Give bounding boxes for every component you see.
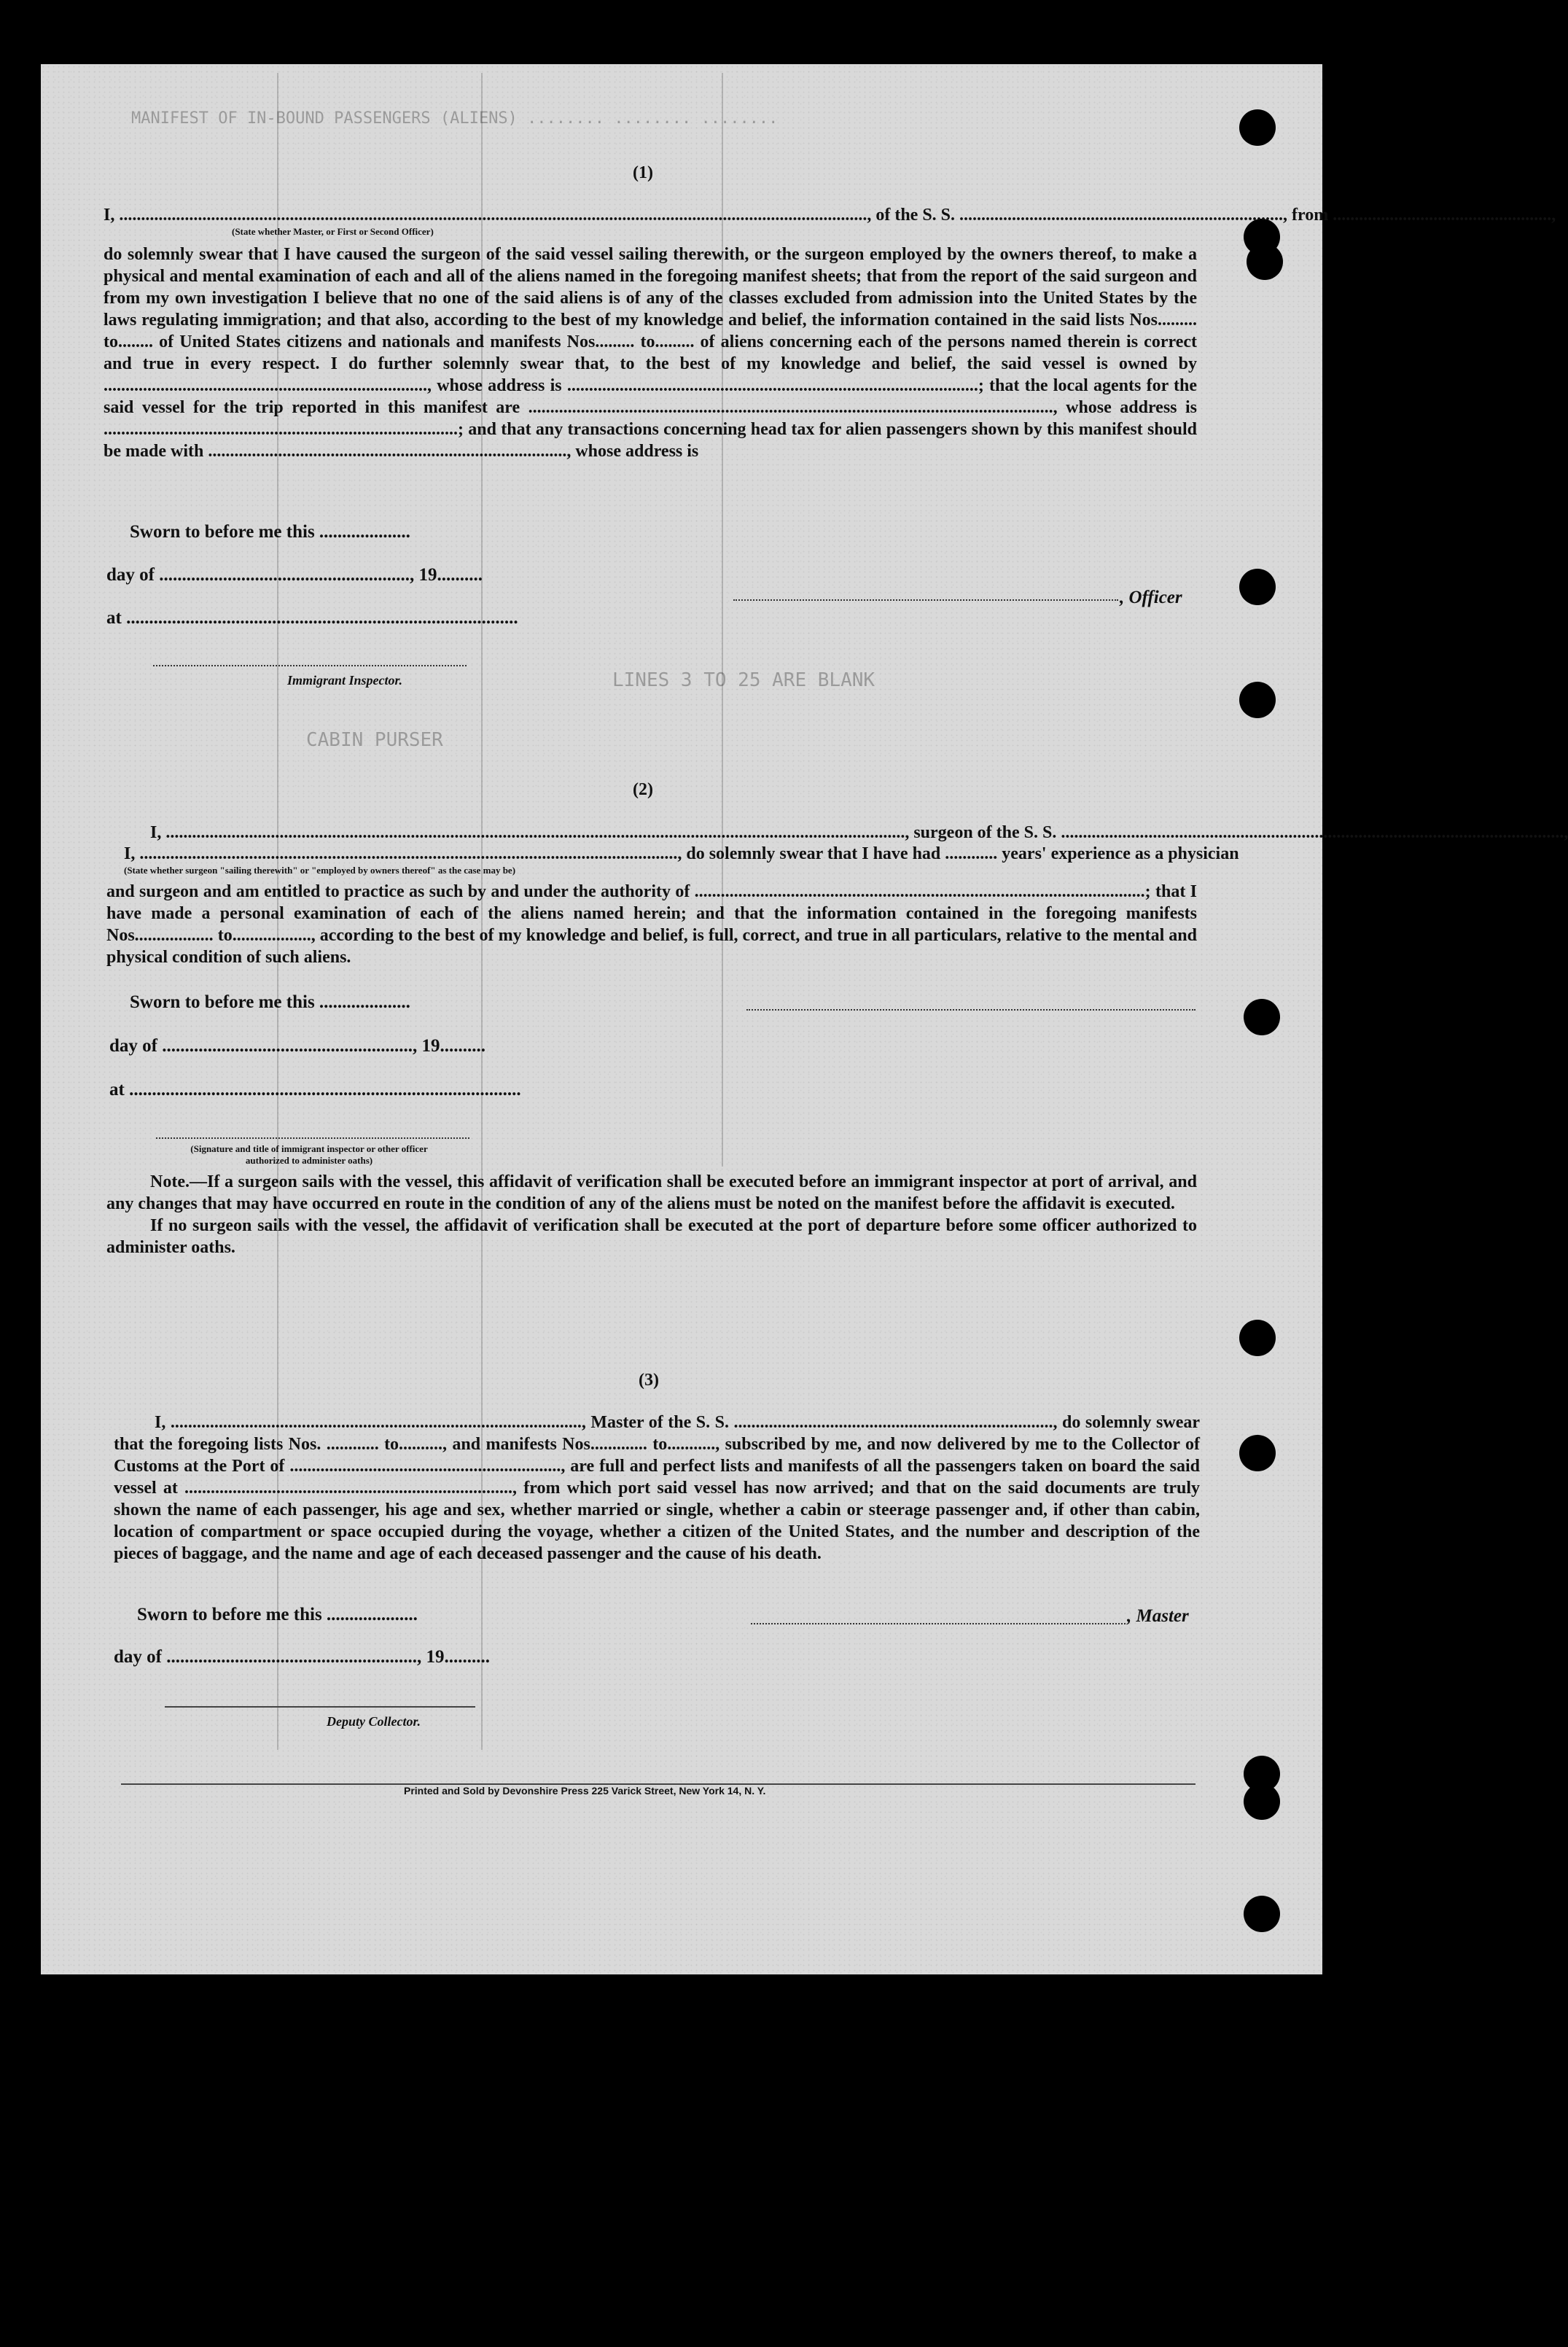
section-3-number: (3) xyxy=(639,1371,659,1390)
section-2-note xyxy=(106,1171,1197,1258)
binder-hole xyxy=(1244,1896,1280,1932)
inspector-signature-line xyxy=(153,665,467,666)
section-1-sworn: Sworn to before me this .................... xyxy=(130,522,410,542)
binder-hole xyxy=(1239,109,1276,146)
master-label: , Master xyxy=(1127,1606,1189,1626)
section-1-day: day of ......................................................., 19.......... xyxy=(106,565,483,585)
section-1-body: do solemnly swear that I have caused the surgeon of the said vessel sailing therewith, or the surgeon employed by the owners thereof, to make a physical and mental examination of each and all of the aliens named in the foregoing manifest sheets; that from the report of the said surgeon and from my own investigation I believe that no one of the said aliens is of any of the classes excluded from admission into the United States by the laws regulating immigration; and that also, according to the best of my knowledge and belief, the information contained in the said lists Nos......... to........ of United States citizens and nationals and manifests Nos......... to......... of aliens concerning each of the persons named therein is correct and true in every respect. I do further solemnly swear that, to the best of my knowledge and belief, the said vessel is owned by .........................................................................., whose address is ..............................................................................................; that the local agents for the said vessel for the trip reported in this manifest are ........................................................................................................................, whose address is .................................................................................; and that any transactions concerning head tax for alien passengers shown by this manifest should be made with .................................................................................., whose address is xyxy=(104,245,1197,461)
section-3-sworn: Sworn to before me this .................... xyxy=(137,1605,418,1624)
bleed-through-header: MANIFEST OF IN-BOUND PASSENGERS (ALIENS) ........ ........ ........ xyxy=(131,109,779,128)
collector-signature-line xyxy=(165,1706,475,1708)
printer-imprint: Printed and Sold by Devonshire Press 225 Varick Street, New York 14, N. Y. xyxy=(404,1785,766,1797)
column-rule xyxy=(722,73,723,1167)
collector-label: Deputy Collector. xyxy=(327,1714,421,1729)
section-1-at: at ...................................................................................... xyxy=(106,608,518,628)
section-2-oath-line: I, ..........................................................................................................................., do solemnly swear that I have had ............ years' experience as a physician xyxy=(124,844,1239,863)
section-2-number: (2) xyxy=(633,780,653,799)
section-2-day: day of ......................................................., 19.......... xyxy=(109,1036,485,1056)
bleed-through-stamp-2: CABIN PURSER xyxy=(306,729,443,751)
section-1-oath-line: I, ..........................................................................................................................................................................., of the S. S. .........................................................................., from .................................................., xyxy=(104,206,1556,225)
binder-hole xyxy=(1244,1783,1280,1820)
bleed-through-stamp: LINES 3 TO 25 ARE BLANK xyxy=(612,669,875,691)
section-2-at: at ...................................................................................... xyxy=(109,1080,521,1099)
master-signature-line xyxy=(751,1623,1126,1624)
note-text: —If a surgeon sails with the vessel, this affidavit of verification shall be executed before an immigrant inspector at port of arrival, and any changes that may have occurred en route in the condition of any of the aliens must be noted on the manifest before the affidavit is executed. xyxy=(106,1172,1197,1213)
binder-hole xyxy=(1239,569,1276,605)
inspector-label: Immigrant Inspector. xyxy=(287,673,403,688)
note-label: Note. xyxy=(150,1172,190,1191)
binder-hole xyxy=(1239,1435,1276,1471)
section-2-surgeon-note: (State whether surgeon "sailing therewith" or "employed by owners thereof" as the case may be) xyxy=(124,865,516,876)
section-3-body: I, .............................................................................................., Master of the S. S. ........................................................................., do solemnly swear that the foregoing lists Nos. ............ to.........., and manifests Nos............. to..........., subscribed by me, and now delivered by me to the Collector of Customs at the Port of .............................................................., are full and perfect lists and manifests of all the passengers taken on board the said vessel at ..........................................................................., from which port said vessel has now arrived; and that on the said documents are truly shown the name of each passenger, his age and sex, whether married or single, whether a cabin or steerage passenger and, if other than cabin, location of compartment or space occupied during the voyage, whether a citizen of the United States, and the number and description of the pieces of baggage, and the name and age of each deceased passenger and the cause of his death. xyxy=(114,1413,1200,1563)
section-1-number: (1) xyxy=(633,163,653,182)
officer-label: , Officer xyxy=(1120,588,1182,607)
section-2-surgeon-line: I, ........................................................................................................................................................................., surgeon of the S. S. ..................................................................................................................., xyxy=(150,823,1568,842)
binder-hole xyxy=(1247,244,1283,280)
section-1-officer-note: (State whether Master, or First or Second Officer) xyxy=(232,226,434,237)
binder-hole xyxy=(1239,1320,1276,1356)
surgeon-signature-line xyxy=(746,1009,1195,1011)
officer-signature-line xyxy=(733,599,1118,601)
binder-hole xyxy=(1244,999,1280,1035)
section-3-day: day of ......................................................., 19.......... xyxy=(114,1647,490,1667)
note-text-2: If no surgeon sails with the vessel, the affidavit of verification shall be executed at the port of departure before some officer authorized to administer oaths. xyxy=(106,1216,1197,1257)
section-2-body: and surgeon and am entitled to practice as such by and under the authority of .......................................................................................................; that I have made a personal examination of each of the aliens named herein; and that the information contained in the foregoing manifests Nos.................. to.................., according to the best of my knowledge and belief, is full, correct, and true in all particulars, relative to the mental and physical condition of such aliens. xyxy=(106,882,1197,967)
administrator-signature-note: (Signature and title of immigrant inspector or other officer authorized to administer oaths) xyxy=(190,1143,428,1166)
binder-hole xyxy=(1239,682,1276,718)
administrator-signature-line xyxy=(156,1137,469,1139)
section-2-sworn: Sworn to before me this .................... xyxy=(130,992,410,1012)
